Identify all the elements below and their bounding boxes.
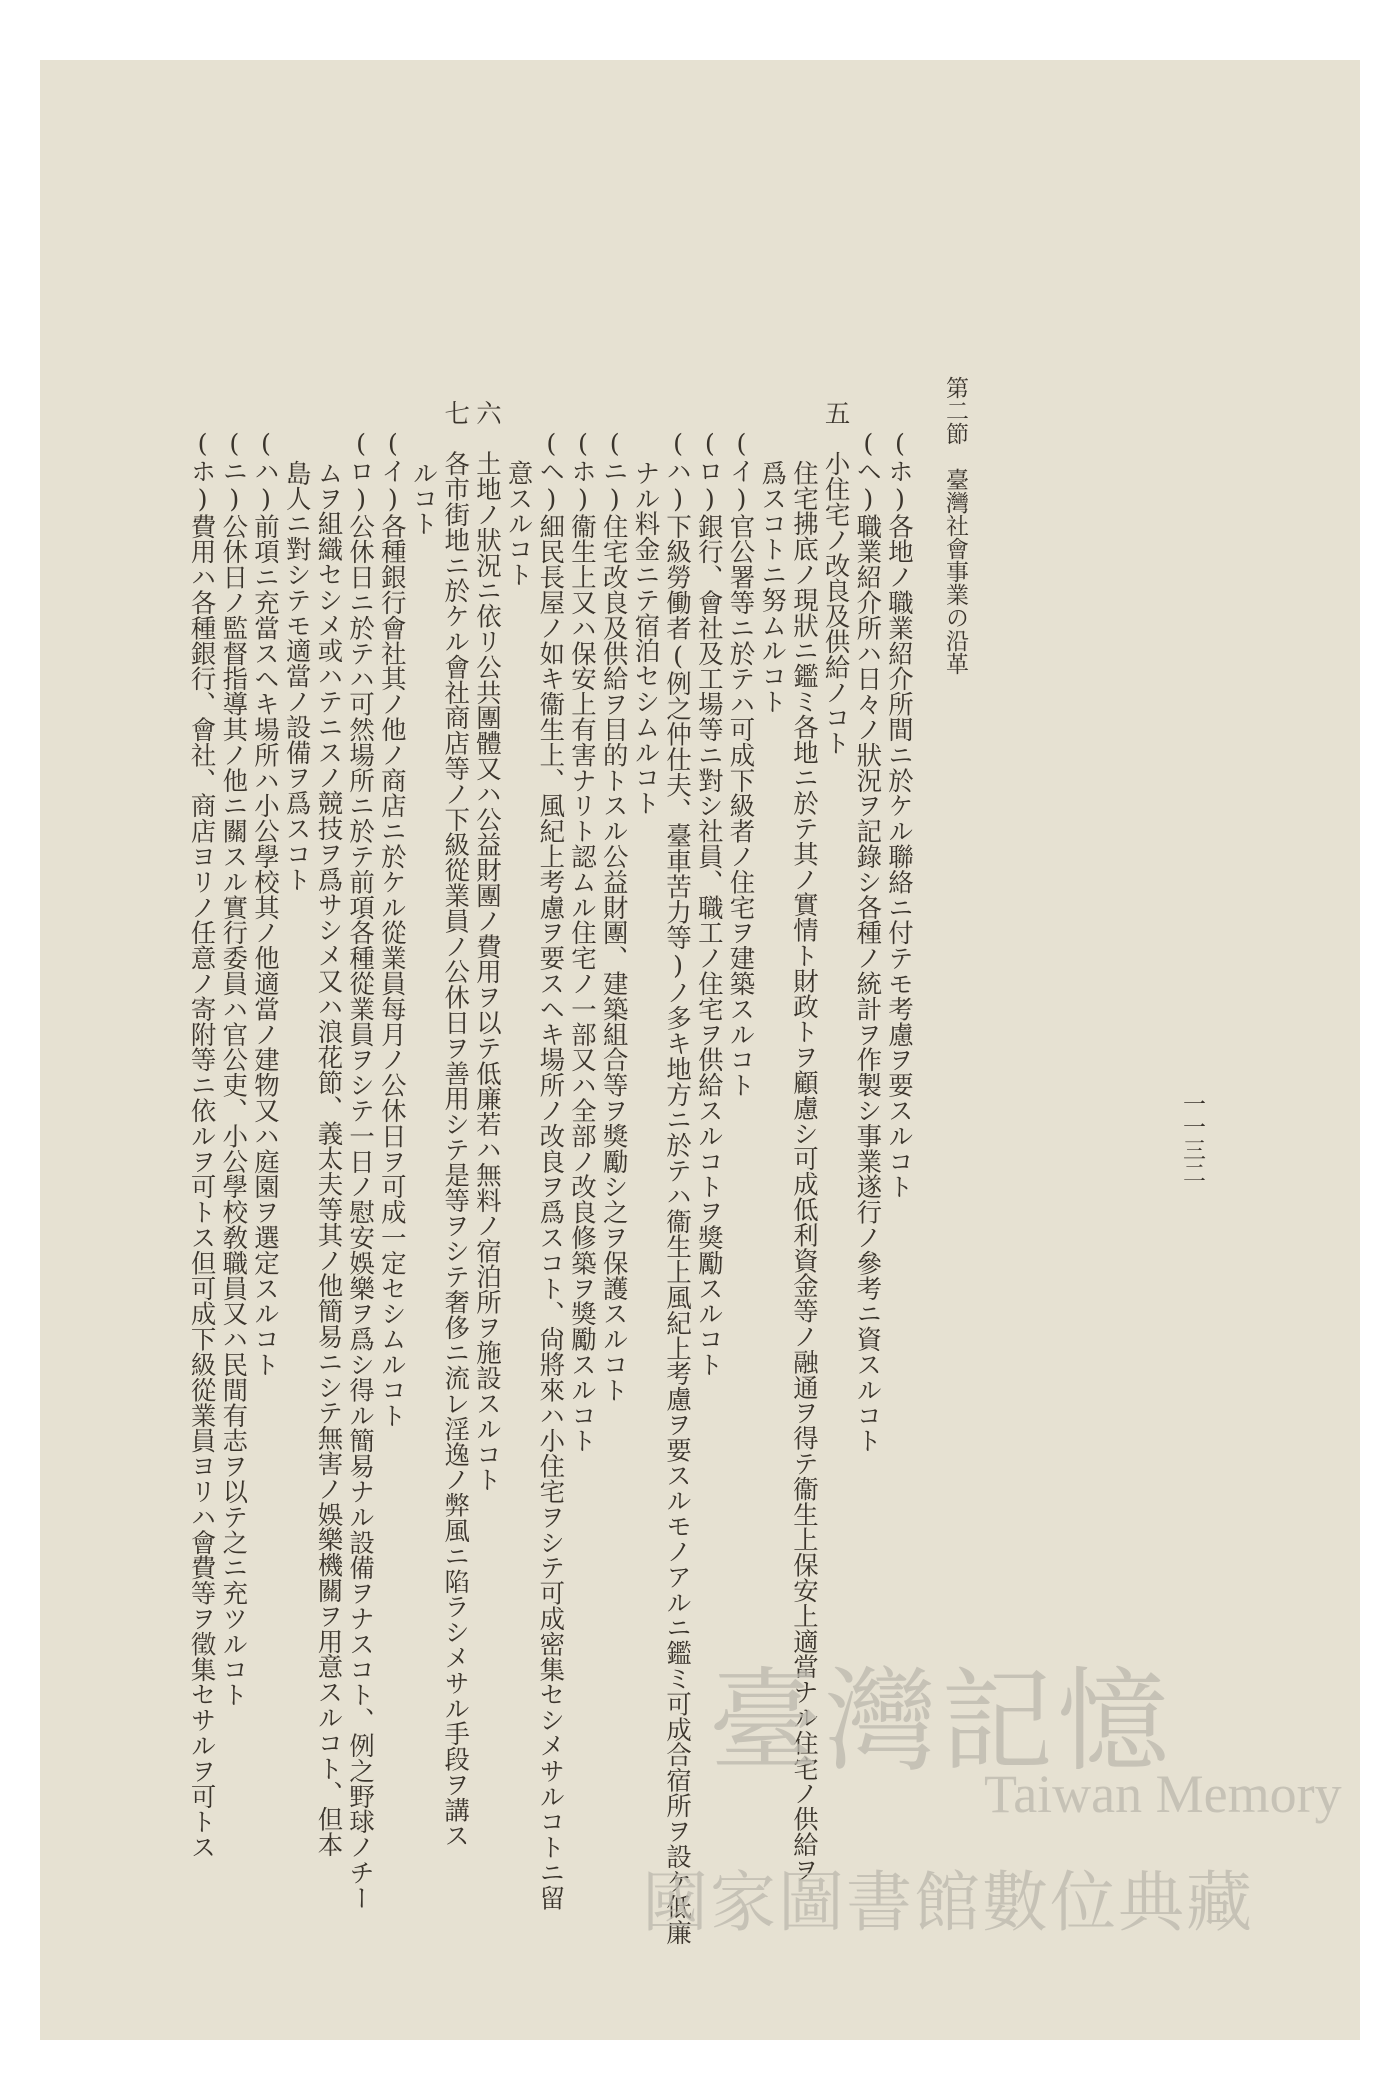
text-line: (ヘ)職業紹介所ハ日々ノ狀況ヲ記錄シ各種ノ統計ヲ作製シ事業遂行ノ參考ニ資スルコト: [853, 428, 884, 1454]
text-line: ムヲ組織セシメ或ハテニスノ競技ヲ爲サシメ又ハ浪花節、義太夫等其ノ他簡易ニシテ無害ノ娛樂機關ヲ用意スルコト、但本: [314, 460, 345, 1857]
text-line: (ハ)前項ニ充當スヘキ場所ハ小公學校其ノ他適當ノ建物又ハ庭園ヲ選定スルコト: [251, 428, 281, 1377]
text-line: 六 土地ノ狀況ニ依リ公共團體又ハ公益財團ノ費用ヲ以テ低廉若ハ無料ノ宿泊所ヲ施設スルコト: [472, 400, 503, 1493]
page-number: 一一三二: [1179, 1092, 1205, 1184]
text-line: (ハ)下級勞働者(例之仲仕夫、臺車苦力等)ノ多キ地方ニ於テハ衞生上風紀上考慮ヲ要スルモノアルニ鑑ミ可成合宿所ヲ設ケ低廉: [663, 428, 694, 1945]
text-line: (ロ)公休日ニ於テハ可然場所ニ於テ前項各種從業員ヲシテ一日ノ慰安娛樂ヲ爲シ得ル簡易ナル設備ヲナスコト、例之野球ノチー: [346, 428, 377, 1911]
text-line: ナル料金ニテ宿泊セシムルコト: [631, 460, 662, 816]
text-line: 五 小住宅ノ改良及供給ノコト: [821, 400, 852, 756]
text-line: ルコト: [409, 460, 440, 537]
text-line: (ロ)銀行、會社及工場等ニ對シ社員、職工ノ住宅ヲ供給スルコトヲ獎勵スルコト: [694, 428, 725, 1377]
section-header: 第二節 臺灣社會事業の沿革: [942, 376, 968, 675]
text-line: (ニ)住宅改良及供給ヲ目的トスル公益財團、建築組合等ヲ獎勵シ之ヲ保護スルコト: [599, 428, 630, 1403]
text-line: 島人ニ對シテモ適當ノ設備ヲ爲スコト: [282, 460, 313, 892]
text-line: (ニ)公休日ノ監督指導其ノ他ニ關スル實行委員ハ官公吏、小公學校敎職員又ハ民間有志ヲ以テ之ニ充ツルコト: [219, 428, 250, 1708]
text-line: 住宅拂底ノ現狀ニ鑑ミ各地ニ於テ其ノ實情ト財政トヲ顧慮シ可成低利資金等ノ融通ヲ得テ衞生上保安上適當ナル住宅ノ供給ヲ: [789, 460, 820, 1883]
text-line: 爲スコトニ努ムルコト: [758, 460, 789, 714]
text-line: 意スルコト: [504, 460, 535, 587]
text-line: (イ)各種銀行會社其ノ他ノ商店ニ於ケル從業員每月ノ公休日ヲ可成一定セシムルコト: [377, 428, 408, 1428]
page-body: [40, 60, 1360, 2040]
watermark-subtitle: Taiwan Memory: [984, 1764, 1342, 1824]
text-line: (ホ)費用ハ各種銀行、會社、商店ヨリノ任意ノ寄附等ニ依ルヲ可トス但可成下級從業員ヨリハ會費等ヲ徵集セサルヲ可トス: [187, 428, 218, 1860]
text-line: (ホ)衞生上又ハ保安上有害ナリト認ムル住宅ノ一部又ハ全部ノ改良修築ヲ獎勵スルコト: [568, 428, 598, 1454]
text-line: (ホ)各地ノ職業紹介所間ニ於ケル聯絡ニ付テモ考慮ヲ要スルコト: [885, 428, 915, 1200]
text-line: 七 各市街地ニ於ケル會社商店等ノ下級從業員ノ公休日ヲ善用シテ是等ヲシテ奢侈ニ流レ淫逸ノ弊風ニ陷ラシメサル手段ヲ講ス: [441, 400, 472, 1848]
watermark-title: 臺灣記憶: [709, 1657, 1173, 1787]
text-line: (ヘ)細民長屋ノ如キ衞生上、風紀上考慮ヲ要スヘキ場所ノ改良ヲ爲スコト、尙將來ハ小住宅ヲシテ可成密集セシメサルコトニ留: [536, 428, 567, 1911]
text-line: (イ)官公署等ニ於テハ可成下級者ノ住宅ヲ建築スルコト: [726, 428, 757, 1098]
scanned-page: [40, 60, 1360, 2040]
watermark-library: 國家圖書館數位典藏: [642, 1864, 1254, 1941]
